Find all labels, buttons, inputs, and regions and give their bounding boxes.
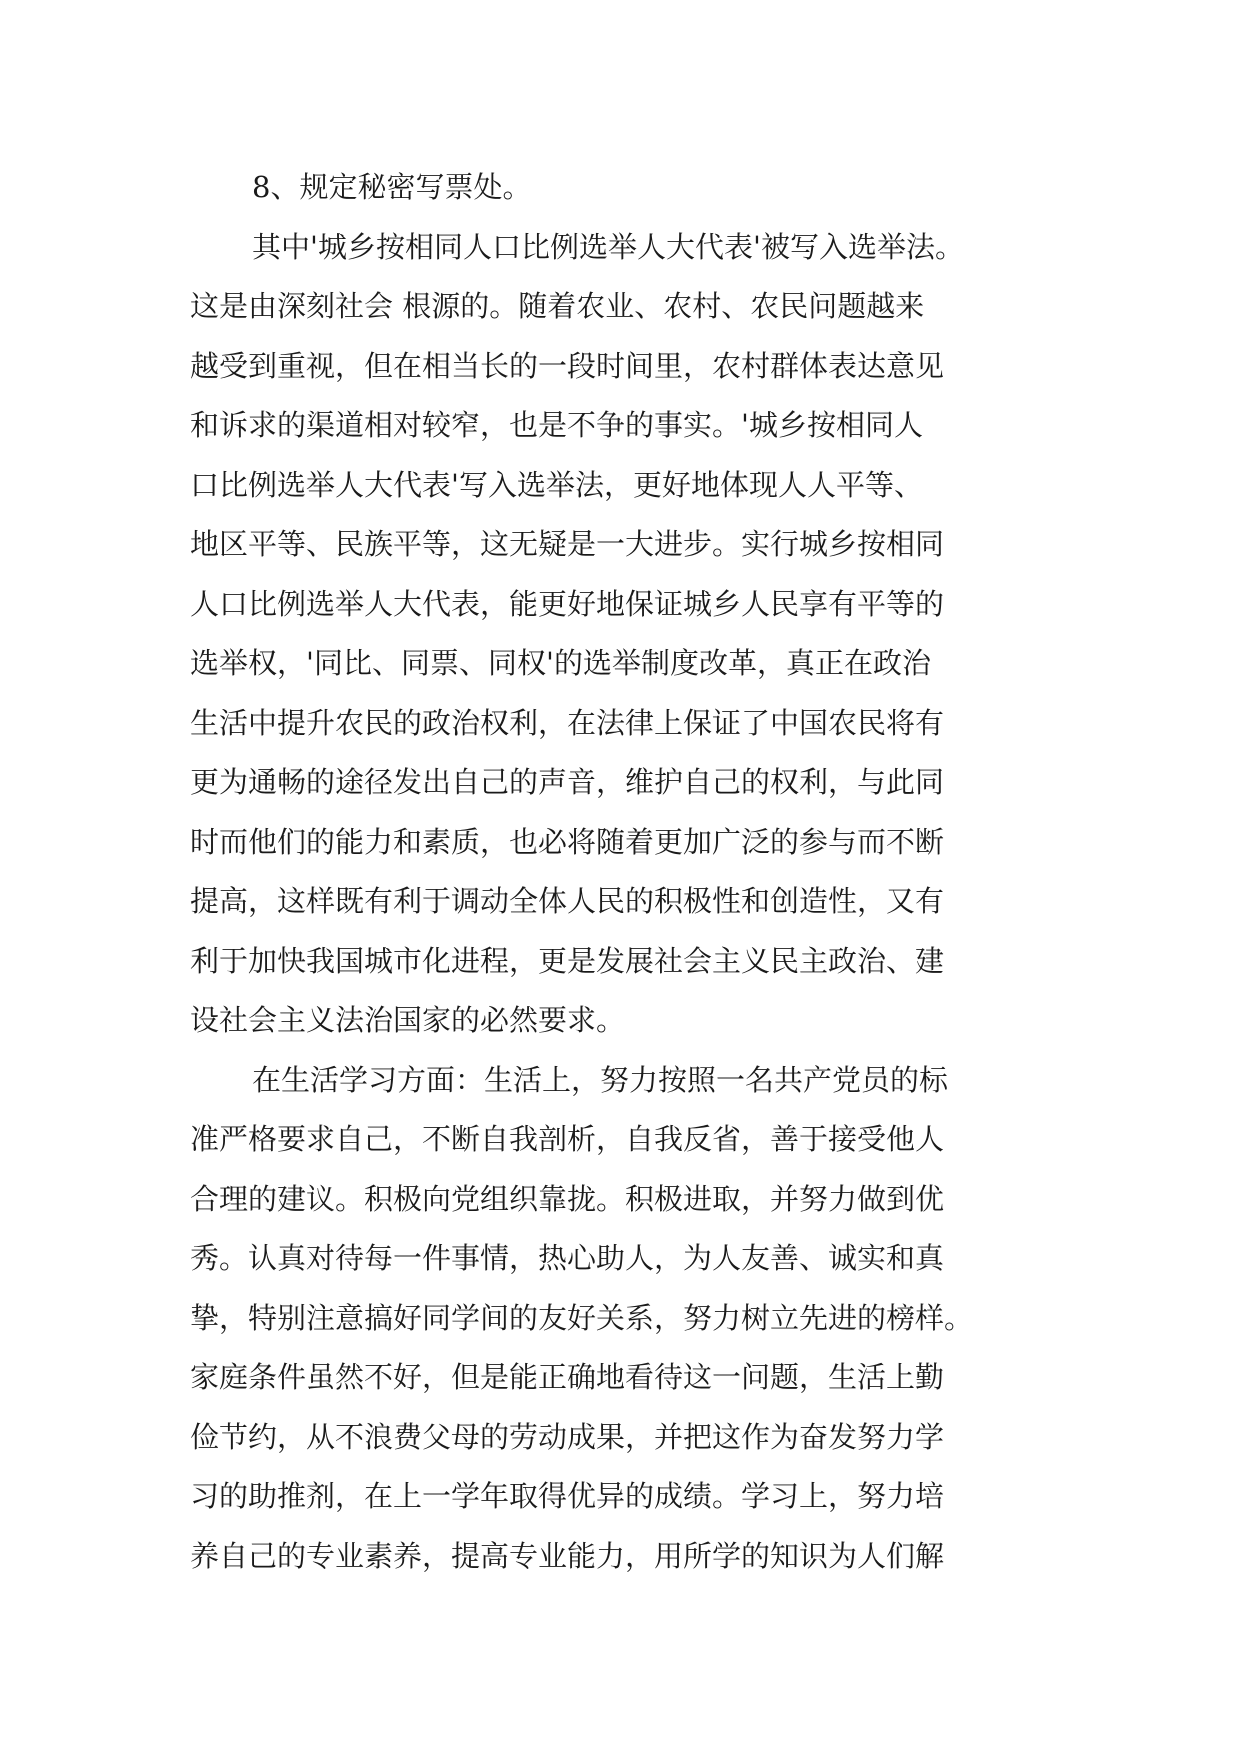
paragraph-line: 挚，特别注意搞好同学间的友好关系，努力树立先进的榜样。 [190, 1300, 974, 1335]
paragraph-line: 习的助推剂，在上一学年取得优异的成绩。学习上，努力培 [190, 1479, 945, 1513]
document-body [190, 158, 1090, 1586]
paragraph-line: 口比例选举人大代表'写入选举法，更好地体现人人平等、 [190, 467, 923, 502]
paragraph-line: 时而他们的能力和素质，也必将随着更加广泛的参与而不断 [190, 824, 945, 859]
paragraph-line: 更为通畅的途径发出自己的声音，维护自己的权利，与此同 [190, 765, 945, 799]
paragraph-line: 在生活学习方面：生活上，努力按照一名共产党员的标 [252, 1062, 949, 1097]
paragraph-line: 提高，这样既有利于调动全体人民的积极性和创造性，又有 [190, 884, 945, 918]
paragraph-line: 俭节约，从不浪费父母的劳动成果，并把这作为奋发努力学 [190, 1419, 945, 1454]
paragraph-line: 生活中提升农民的政治权利，在法律上保证了中国农民将有 [190, 705, 945, 740]
paragraph-line: 人口比例选举人大代表，能更好地保证城乡人民享有平等的 [190, 586, 945, 621]
paragraph-line: 越受到重视，但在相当长的一段时间里，农村群体表达意见 [190, 348, 945, 383]
paragraph-line: 秀。认真对待每一件事情，热心助人，为人友善、诚实和真 [190, 1241, 945, 1275]
paragraph-line: 地区平等、民族平等，这无疑是一大进步。实行城乡按相同 [190, 527, 945, 561]
paragraph-line: 其中'城乡按相同人口比例选举人大代表'被写入选举法。 [252, 229, 964, 264]
paragraph-line: 设社会主义法治国家的必然要求。 [190, 1003, 626, 1037]
paragraph-line: 准严格要求自己，不断自我剖析，自我反省，善于接受他人 [190, 1122, 945, 1156]
paragraph-line: 和诉求的渠道相对较窄，也是不争的事实。'城乡按相同人 [190, 408, 923, 442]
paragraph-line: 这是由深刻社会 根源的。随着农业、农村、农民问题越来 [190, 289, 925, 323]
paragraph-line: 8、规定秘密写票处。 [252, 170, 532, 204]
paragraph-line: 利于加快我国城市化进程，更是发展社会主义民主政治、建 [190, 943, 945, 978]
paragraph-line: 家庭条件虽然不好，但是能正确地看待这一问题，生活上勤 [190, 1360, 945, 1394]
paragraph-line: 选举权，'同比、同票、同权'的选举制度改革，真正在政治 [190, 646, 931, 680]
paragraph-line: 养自己的专业素养，提高专业能力，用所学的知识为人们解 [190, 1538, 945, 1573]
paragraph-line: 合理的建议。积极向党组织靠拢。积极进取，并努力做到优 [190, 1181, 945, 1216]
